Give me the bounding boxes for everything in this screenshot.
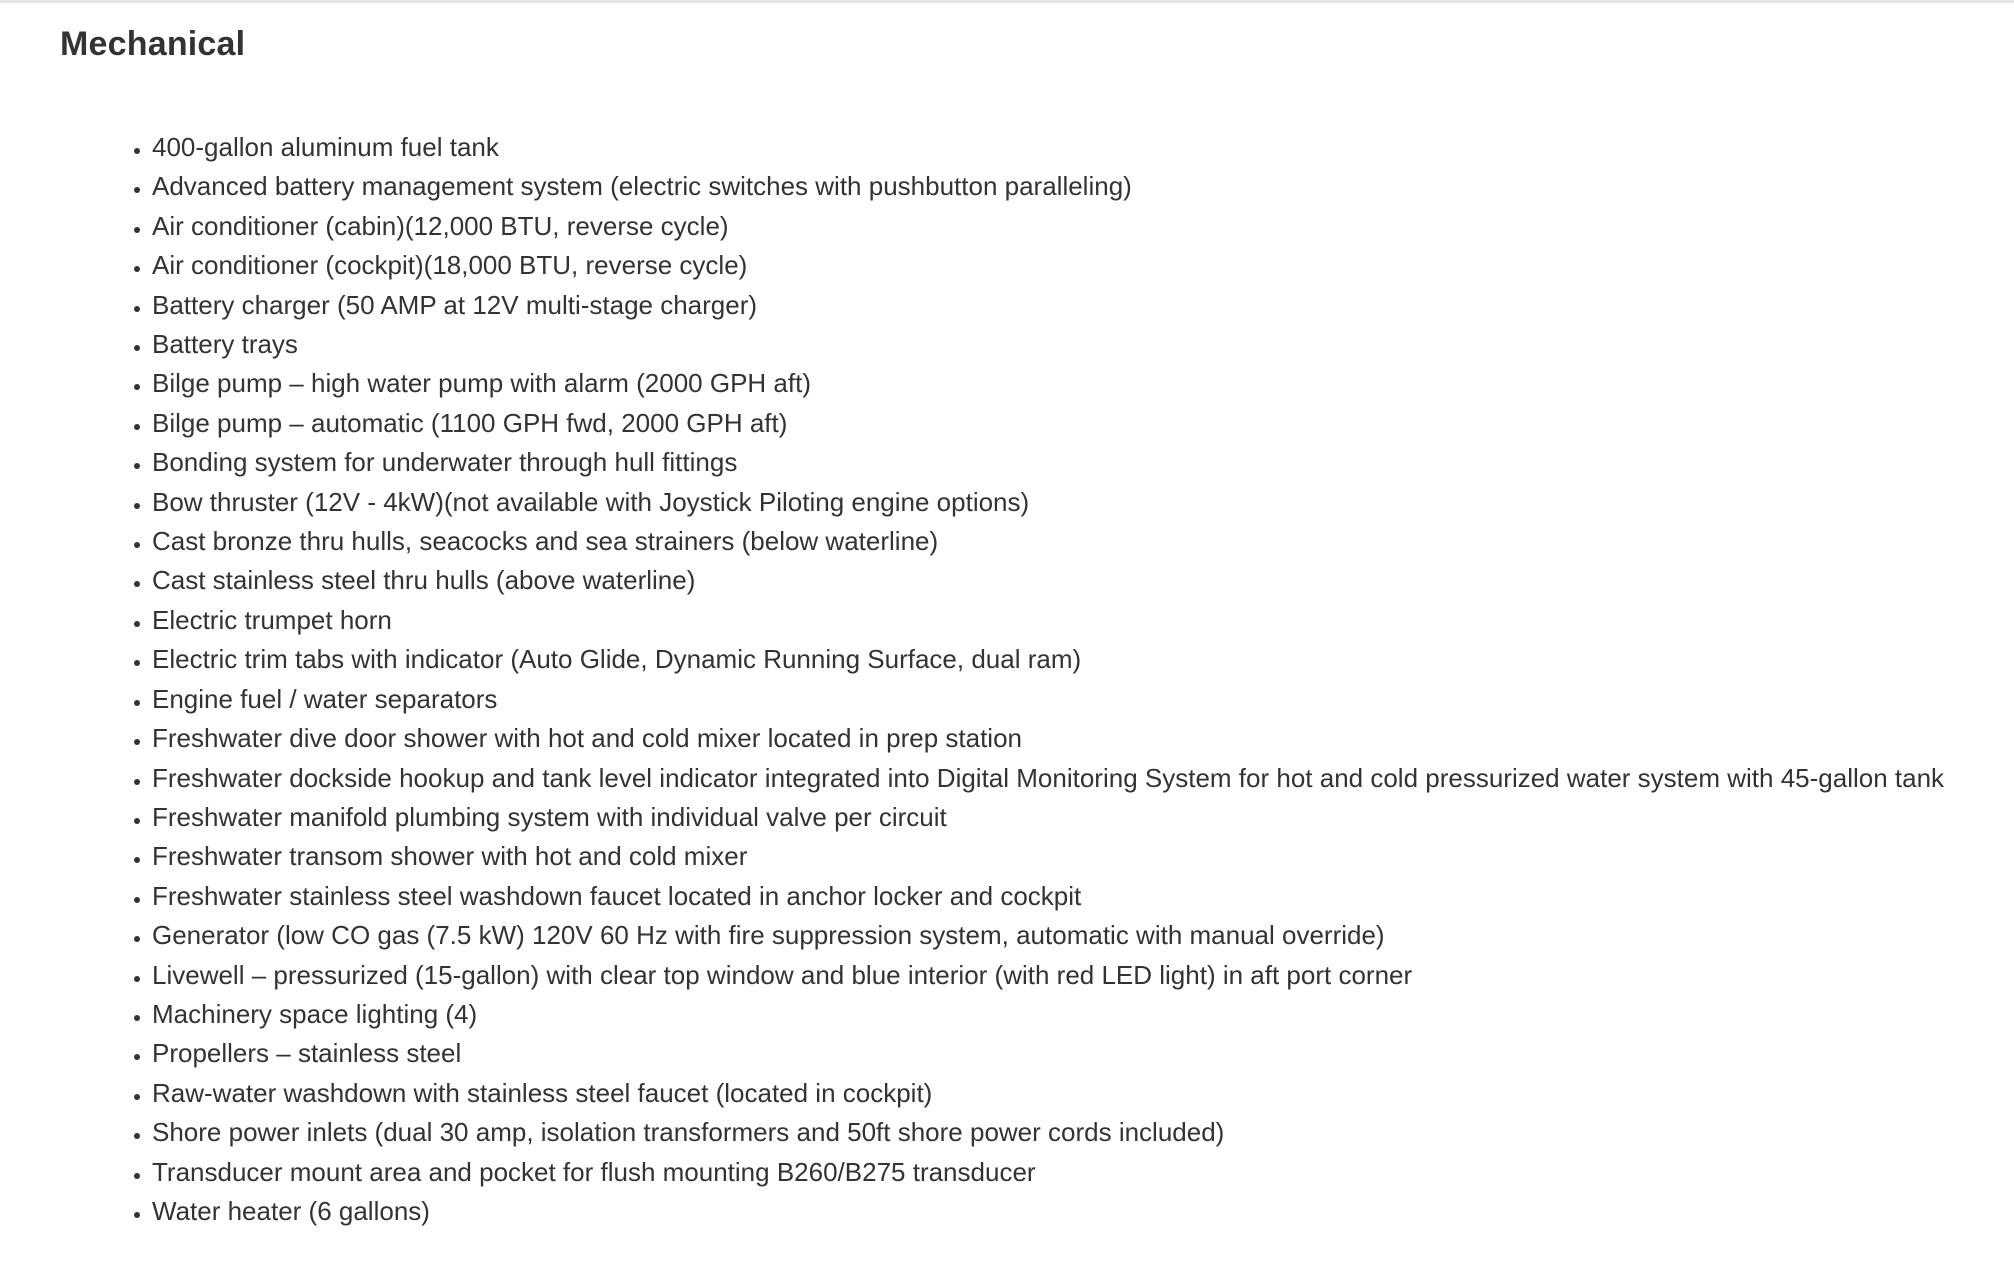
list-item: • Transducer mount area and pocket for flush mounting B260/B275 transducer bbox=[152, 1153, 2014, 1192]
list-item: • Livewell – pressurized (15-gallon) with clear top window and blue interior (with red LED light) in aft port corner bbox=[152, 956, 2014, 995]
feature-list bbox=[60, 128, 2014, 1231]
mechanical-section bbox=[60, 20, 2000, 1226]
list-item: • Raw-water washdown with stainless steel faucet (located in cockpit) bbox=[152, 1074, 2014, 1113]
list-item: • Cast bronze thru hulls, seacocks and sea strainers (below waterline) bbox=[152, 522, 2014, 561]
list-item: • Air conditioner (cockpit)(18,000 BTU, reverse cycle) bbox=[152, 246, 2014, 285]
list-item: • Freshwater manifold plumbing system with individual valve per circuit bbox=[152, 798, 2014, 837]
list-item: • Electric trim tabs with indicator (Auto Glide, Dynamic Running Surface, dual ram) bbox=[152, 640, 2014, 679]
list-item: • Bow thruster (12V - 4kW)(not available with Joystick Piloting engine options) bbox=[152, 483, 2014, 522]
list-item: • Cast stainless steel thru hulls (above waterline) bbox=[152, 561, 2014, 600]
list-item: • Bilge pump – automatic (1100 GPH fwd, 2000 GPH aft) bbox=[152, 404, 2014, 443]
list-item: • Bonding system for underwater through hull fittings bbox=[152, 443, 2014, 482]
list-item: • Freshwater dive door shower with hot and cold mixer located in prep station bbox=[152, 719, 2014, 758]
list-item: • Machinery space lighting (4) bbox=[152, 995, 2014, 1034]
list-item: • Bilge pump – high water pump with alarm (2000 GPH aft) bbox=[152, 364, 2014, 403]
list-item: • Engine fuel / water separators bbox=[152, 680, 2014, 719]
list-item: • 400-gallon aluminum fuel tank bbox=[152, 128, 2014, 167]
list-item: • Battery trays bbox=[152, 325, 2014, 364]
list-item: • Freshwater stainless steel washdown faucet located in anchor locker and cockpit bbox=[152, 877, 2014, 916]
top-divider bbox=[0, 0, 2014, 3]
section-title: Mechanical bbox=[60, 25, 246, 63]
list-item: • Advanced battery management system (electric switches with pushbutton paralleling) bbox=[152, 167, 2014, 206]
list-item: • Freshwater transom shower with hot and cold mixer bbox=[152, 837, 2014, 876]
list-item: • Battery charger (50 AMP at 12V multi-stage charger) bbox=[152, 286, 2014, 325]
list-item: • Shore power inlets (dual 30 amp, isolation transformers and 50ft shore power cords included) bbox=[152, 1113, 2014, 1152]
list-item: • Air conditioner (cabin)(12,000 BTU, reverse cycle) bbox=[152, 207, 2014, 246]
list-item: • Generator (low CO gas (7.5 kW) 120V 60 Hz with fire suppression system, automatic with manual override) bbox=[152, 916, 2014, 955]
list-item: • Freshwater dockside hookup and tank level indicator integrated into Digital Monitoring System for hot and cold pressurized water system with 45-gallon tank bbox=[152, 759, 2014, 798]
list-item: • Propellers – stainless steel bbox=[152, 1034, 2014, 1073]
list-item: • Electric trumpet horn bbox=[152, 601, 2014, 640]
list-item: • Water heater (6 gallons) bbox=[152, 1192, 2014, 1231]
